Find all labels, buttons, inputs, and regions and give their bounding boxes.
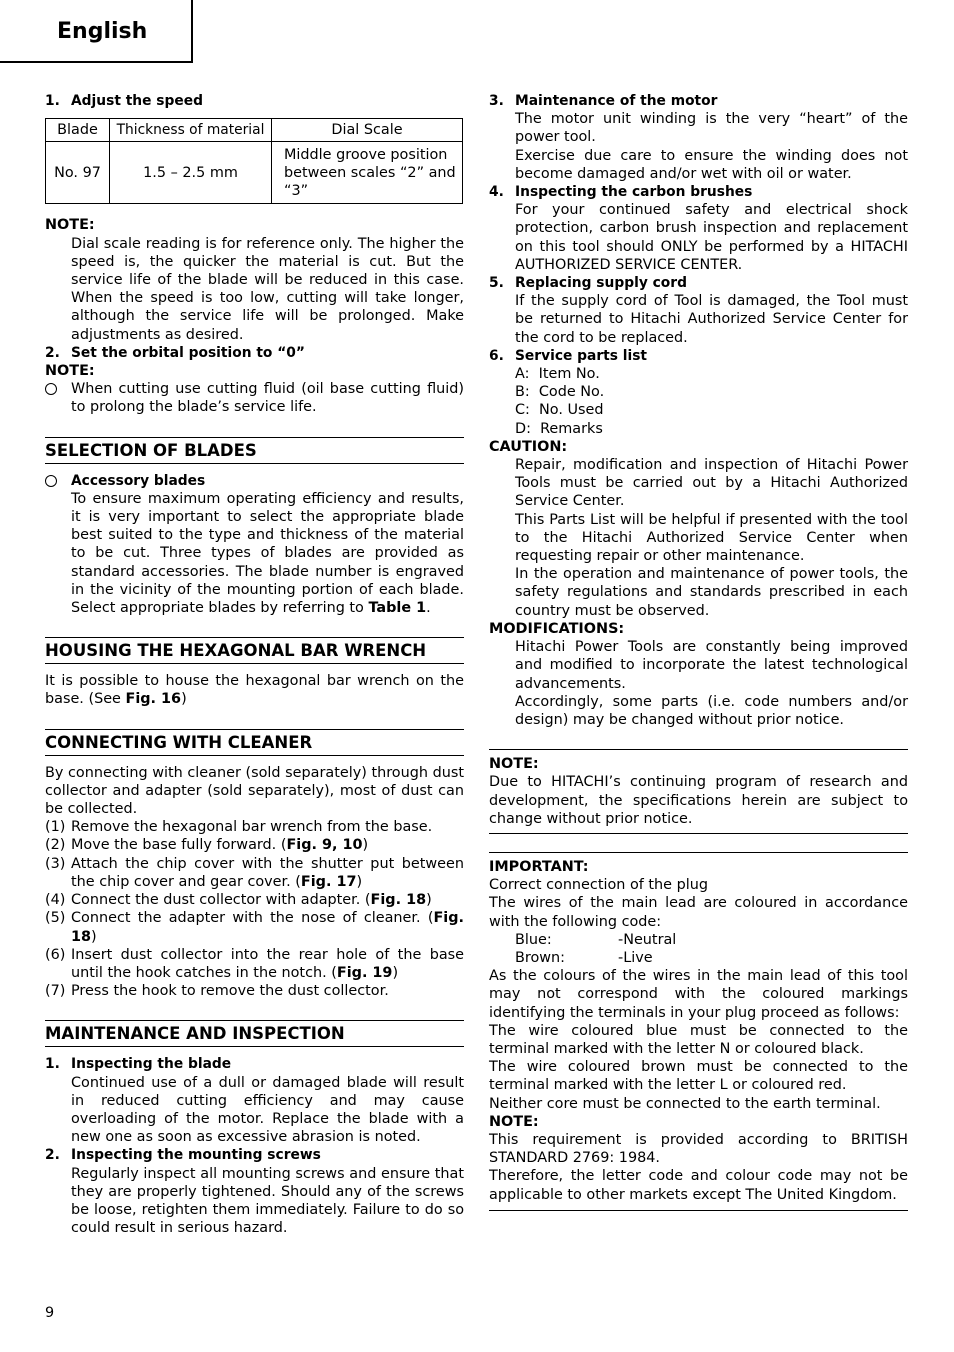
brushes-text: For your continued safety and electrical shock protection, carbon brush inspection and replacement on this tool should ONLY be performed by a HITACHI AUTHORIZED SERVICE CENTER. (515, 202, 908, 273)
motor-heading: 3. Maintenance of the motor (489, 93, 718, 109)
important-text: As the colours of the wires in the main lead of this tool may not correspond with the coloured markings identifying the terminals in your plug proceed as follows: (489, 968, 908, 1021)
note-label: NOTE: (489, 756, 539, 773)
cleaner-steps-list (45, 818, 464, 1000)
right-column (489, 92, 908, 1211)
circle-bullet-icon (45, 383, 57, 395)
language-label: English (57, 19, 148, 44)
cord-heading: 5. Replacing supply cord (489, 275, 687, 292)
section-heading-housing: HOUSING THE HEXAGONAL BAR WRENCH (45, 637, 464, 664)
table-header-row (46, 119, 463, 142)
table-cell: Middle groove position between scales “2” and “3” (272, 142, 463, 204)
speed-table (45, 118, 463, 204)
list-item: (5) Connect the adapter with the nose of cleaner. (Fig. 18) (45, 910, 464, 945)
list-item: (4) Connect the dust collector with adapter. (Fig. 18) (45, 892, 432, 909)
list-item: (3) Attach the chip cover with the shutter put between the chip cover and gear cover. (Fig. 17) (45, 855, 464, 890)
important-text: Correct connection of the plug (489, 877, 708, 894)
accessory-blades-item (45, 472, 464, 618)
modifications-text: Hitachi Power Tools are constantly being improved and modified to incorporate the latest technological advancements. (515, 639, 908, 692)
list-item: (2) Move the base fully forward. (Fig. 9, 10) (45, 837, 369, 854)
left-column (45, 92, 464, 1237)
note-box (489, 750, 908, 833)
note-label: NOTE: (489, 1113, 539, 1130)
modifications-label: MODIFICATIONS: (489, 620, 625, 637)
list-item: B: Code No. (515, 384, 605, 401)
colour-codes (489, 931, 908, 967)
inspecting-screws-heading: 2. Inspecting the mounting screws (45, 1147, 321, 1164)
list-item: C: No. Used (515, 402, 604, 419)
list-item: A: Item No. (515, 366, 600, 383)
important-text: This requirement is provided according to BRITISH STANDARD 2769: 1984. (489, 1131, 908, 1167)
important-label: IMPORTANT: (489, 858, 589, 875)
important-text: Therefore, the letter code and colour code may not be applicable to other markets except The United Kingdom. (489, 1168, 908, 1203)
table-header-cell: Dial Scale (272, 119, 463, 142)
list-item: (7) Press the hook to remove the dust collector. (45, 983, 389, 1000)
parts-heading: 6. Service parts list (489, 347, 648, 364)
item-title: Accessory blades (71, 472, 206, 489)
important-text: The wires of the main lead are coloured in accordance with the following code: (489, 895, 908, 930)
important-box (489, 853, 908, 1210)
selection-text: To ensure maximum operating efficiency and results, it is very important to select the appropriate blade best suited to the type and thickness of the material to be cut. Three types of blades are provided as standard accessories. The blade number is engraved in the vicinity of the mounting portion of each blade. Select appropriate blades by referring to Table 1. (71, 490, 464, 617)
caution-text: This Parts List will be helpful if presented with the tool to the Hitachi Authorized Service Center when requesting repair or other maintenance. (515, 511, 908, 565)
table-cell: 1.5 – 2.5 mm (110, 142, 272, 204)
page-number: 9 (45, 1305, 55, 1321)
inspecting-screws-text: Regularly inspect all mounting screws and ensure that they are properly tightened. Should any of the screws be loose, retighten them immediately. Failure to do so could result in serious hazard. (71, 1165, 464, 1237)
important-text: Neither core must be connected to the earth terminal. (489, 1095, 881, 1112)
modifications-text: Accordingly, some parts (i.e. code numbers and/or design) may be changed without prior notice. (515, 693, 908, 728)
colour-code-row: Blue: -Neutral (515, 931, 677, 948)
list-item: (6) Insert dust collector into the rear hole of the base until the hook catches in the notch. (Fig. 19) (45, 946, 464, 981)
adjust-speed-heading: 1. Adjust the speed (45, 93, 203, 109)
caution-text: Repair, modification and inspection of Hitachi Power Tools must be carried out by a Hitachi Authorized Service Center. (515, 457, 908, 510)
table-cell: No. 97 (46, 142, 110, 204)
note-text: Dial scale reading is for reference only. The higher the speed is, the quicker the material is cut. But the service life of the blade will be reduced in this case. When the speed is too low, cutting will take longer, although the service life will be prolonged. Make adjustments as desired. (71, 235, 464, 343)
note-label: NOTE: (45, 363, 95, 380)
circle-bullet-icon (45, 475, 57, 487)
list-item: D: Remarks (515, 420, 603, 437)
section-heading-selection: SELECTION OF BLADES (45, 437, 464, 464)
note-text: Due to HITACHI’s continuing program of research and development, the specifications herein are subject to change without prior notice. (489, 774, 908, 827)
brushes-heading: 4. Inspecting the carbon brushes (489, 184, 753, 201)
orbital-heading: 2. Set the orbital position to “0” (45, 344, 305, 361)
important-text: The wire coloured blue must be connected to the terminal marked with the letter N or coloured black. (489, 1022, 908, 1057)
motor-text: The motor unit winding is the very “heart” of the power tool. (515, 111, 908, 146)
important-text: The wire coloured brown must be connected to the terminal marked with the letter L or coloured red. (489, 1059, 908, 1094)
table-header-cell: Blade (46, 119, 110, 142)
language-tab (0, 0, 193, 63)
divider (489, 1210, 908, 1211)
section-heading-maintenance: MAINTENANCE AND INSPECTION (45, 1020, 464, 1047)
note-label: NOTE: (45, 217, 95, 234)
housing-text: It is possible to house the hexagonal bar wrench on the base. (See Fig. 16) (45, 673, 464, 708)
list-item: (1) Remove the hexagonal bar wrench from the base. (45, 819, 433, 836)
cord-text: If the supply cord of Tool is damaged, the Tool must be returned to Hitachi Authorized Service Center for the cord to be replaced. (515, 293, 908, 346)
cleaner-intro: By connecting with cleaner (sold separately) through dust collector and adapter (sold separately), most of dust can be collected. (45, 764, 464, 818)
table-row (46, 142, 463, 204)
inspecting-blade-heading: 1. Inspecting the blade (45, 1056, 232, 1073)
note-bullet: When cutting use cutting fluid (oil base cutting fluid) to prolong the blade’s service life. (45, 380, 464, 416)
table-header-cell: Thickness of material (110, 119, 272, 142)
inspecting-blade-text: Continued use of a dull or damaged blade will result in reduced cutting efficiency and may cause overloading of the motor. Replace the blade with a new one as soon as excessive abrasion is noted. (71, 1074, 464, 1146)
parts-list (489, 365, 908, 438)
caution-text: In the operation and maintenance of power tools, the safety regulations and standards prescribed in each country must be observed. (515, 566, 908, 619)
caution-label: CAUTION: (489, 438, 568, 455)
motor-text: Exercise due care to ensure the winding does not become damaged and/or wet with oil or water. (515, 147, 908, 182)
section-heading-cleaner: CONNECTING WITH CLEANER (45, 729, 464, 756)
colour-code-row: Brown: -Live (515, 949, 653, 966)
